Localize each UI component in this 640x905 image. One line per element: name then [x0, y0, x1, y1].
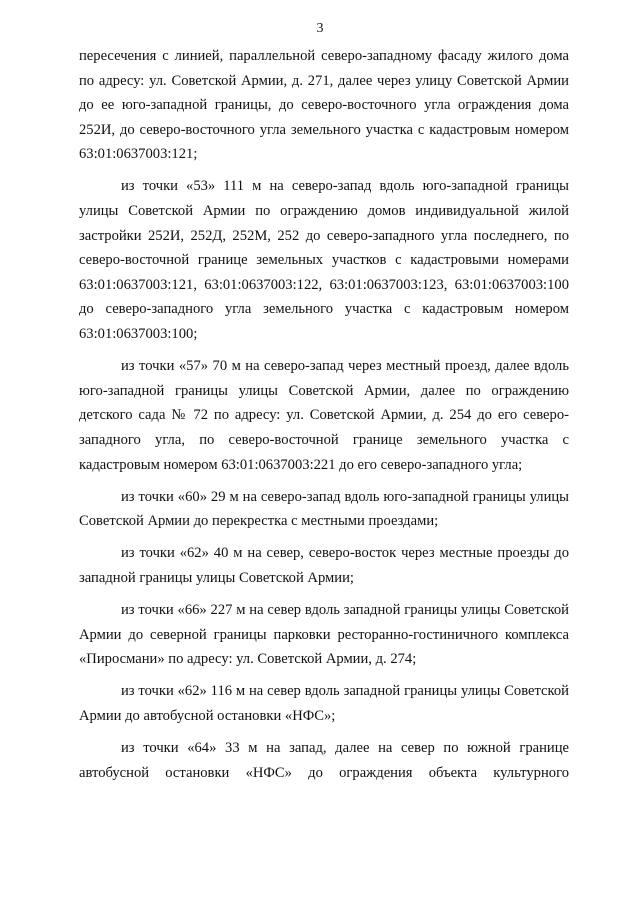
page-number: 3 [316, 21, 324, 36]
paragraph-point-64: из точки «64» 33 м на запад, далее на север по южной границе автобусной остановки «НФС» до ограждения объекта культурного [79, 739, 569, 781]
paragraph-point-62-north: из точки «62» 116 м на север вдоль западной границы улицы Советской Армии до автобусной остановки «НФС»; [79, 683, 569, 724]
paragraph-point-62-north-east: из точки «62» 40 м на север, северо-восток через местные проезды до западной границы улицы Советской Армии; [79, 545, 569, 586]
paragraph-point-66: из точки «66» 227 м на север вдоль западной границы улицы Советской Армии до северной границы парковки ресторанно-гостиничного комплекса «Пиросмани» по адресу: ул. Советской Армии, д. 274; [79, 601, 569, 668]
paragraph-point-57: из точки «57» 70 м на северо-запад через местный проезд, далее вдоль юго-западной границы улицы Советской Армии, далее по ограждению детского сада № 72 по адресу: ул. Советской Армии, д. 254 до его северо-западного угла, по северо-восточной границе земельного участка с кадастровым номером 63:01:0637003:221 до его северо-западного угла; [79, 358, 569, 473]
document-body [79, 44, 569, 785]
paragraph-continuation: пересечения с линией, параллельной северо-западному фасаду жилого дома по адресу: ул. Советской Армии, д. 271, далее через улицу Советской Армии до ее юго-западной границы, до северо-восточного угла ограждения дома 252И, до северо-восточного угла земельного участка с кадастровым номером 63:01:0637003:121; [79, 48, 569, 163]
paragraph-point-60: из точки «60» 29 м на северо-запад вдоль юго-западной границы улицы Советской Армии до перекрестка с местными проездами; [79, 488, 569, 530]
paragraph-point-53: из точки «53» 111 м на северо-запад вдоль юго-западной границы улицы Советской Армии по ограждению домов индивидуальной жилой застройки 252И, 252Д, 252М, 252 до северо-западного угла последнего, по северо-восточной границе земельных участков с кадастровыми номерами 63:01:0637003:121, 63:01:0637003:122, 63:01:0637003:123, 63:01:0637003:100 до северо-западного угла земельного участка с кадастровым номером 63:01:0637003:100; [79, 178, 569, 343]
